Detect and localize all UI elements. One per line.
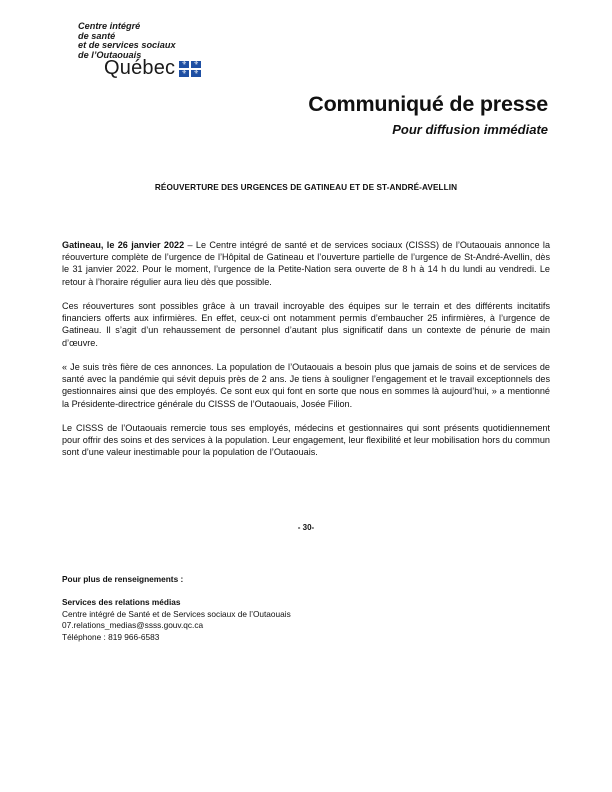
contact-intro: Pour plus de renseignements : bbox=[62, 574, 184, 584]
fleur-de-lis-icon: ⚜ bbox=[179, 70, 189, 77]
logo-quebec bbox=[104, 57, 201, 80]
logo-line: de l’Outaouais bbox=[78, 49, 142, 60]
paragraph-thanks: Le CISSS de l’Outaouais remercie tous ses employés, médecins et gestionnaires qui sont présents quotidiennement pour offrir des soins et des services à la population. Leur engagement, leur flexibilité et leur mobilisation hors du commun sont d’une valeur inestimable pour la population de l’Outaouais. bbox=[62, 423, 550, 458]
contact-email: 07.relations_medias@ssss.gouv.qc.ca bbox=[62, 620, 204, 631]
fleur-de-lis-icon: ⚜ bbox=[191, 61, 201, 68]
fleur-de-lis-icon: ⚜ bbox=[191, 70, 201, 77]
paragraph-reopenings: Ces réouvertures sont possibles grâce à un travail incroyable des équipes sur le terrain et des différents incitatifs financiers offerts aux infirmières. En effet, ceux-ci ont notamment permis d’embaucher 25 infirmières, à l’urgence de Gatineau. Il s’agit d’un rehaussement de personnel d’autant plus significatif dans un contexte de pénurie de main d’œuvre. bbox=[62, 301, 550, 348]
quebec-wordmark: Québec bbox=[104, 57, 176, 79]
quebec-flag-icon bbox=[179, 61, 201, 77]
press-headline: RÉOUVERTURE DES URGENCES DE GATINEAU ET DE ST-ANDRÉ-AVELLIN bbox=[154, 183, 458, 192]
end-mark: - 30- bbox=[297, 523, 315, 532]
contact-block bbox=[62, 574, 291, 644]
logo-line: de santé bbox=[78, 30, 116, 41]
logo-line: Centre intégré bbox=[78, 21, 141, 31]
document-title: Communiqué de presse bbox=[308, 92, 548, 116]
paragraph-quote: « Je suis très fière de ces annonces. La population de l’Outaouais a besoin plus que jamais de soins et de services de santé avec la pandémie qui sévit depuis près de 2 ans. Je tiens à souligner l’engagement et le travail exceptionnels des gestionnaires ainsi que des employés. Ce sont eux qui font en sorte que nous en sommes là aujourd’hui, » a mentionné la Présidente-directrice générale du CISSS de l’Outaouais, Josée Filion. bbox=[62, 362, 550, 409]
contact-phone: Téléphone : 819 966-6583 bbox=[62, 631, 160, 642]
logo-organization-name bbox=[78, 22, 238, 60]
document-subtitle: Pour diffusion immédiate bbox=[392, 122, 548, 137]
logo-line: et de services sociaux bbox=[78, 40, 176, 51]
paragraph-intro-text: – Le Centre intégré de santé et de services sociaux (CISSS) de l’Outaouais annonce la réouverture complète de l’urgence de l’Hôpital de Gatineau et l’ouverture partielle de l’urgence de St-André-Avellin, dès le 31 janvier 2022. Pour le moment, l’urgence de la Petite-Nation sera ouverte de 8 h à 14 h du lundi au vendredi. Le retour à l’horaire régulier aura lieu dès que possible. bbox=[62, 240, 551, 287]
paragraph-intro bbox=[62, 239, 550, 288]
dateline: Gatineau, le 26 janvier 2022 bbox=[62, 240, 185, 250]
contact-organization: Centre intégré de Santé et de Services sociaux de l’Outaouais bbox=[62, 608, 291, 619]
fleur-de-lis-icon: ⚜ bbox=[179, 61, 189, 68]
press-release-body bbox=[62, 239, 550, 471]
contact-service: Services des relations médias bbox=[62, 597, 181, 608]
organization-logo bbox=[78, 22, 238, 82]
spacer bbox=[62, 586, 291, 598]
